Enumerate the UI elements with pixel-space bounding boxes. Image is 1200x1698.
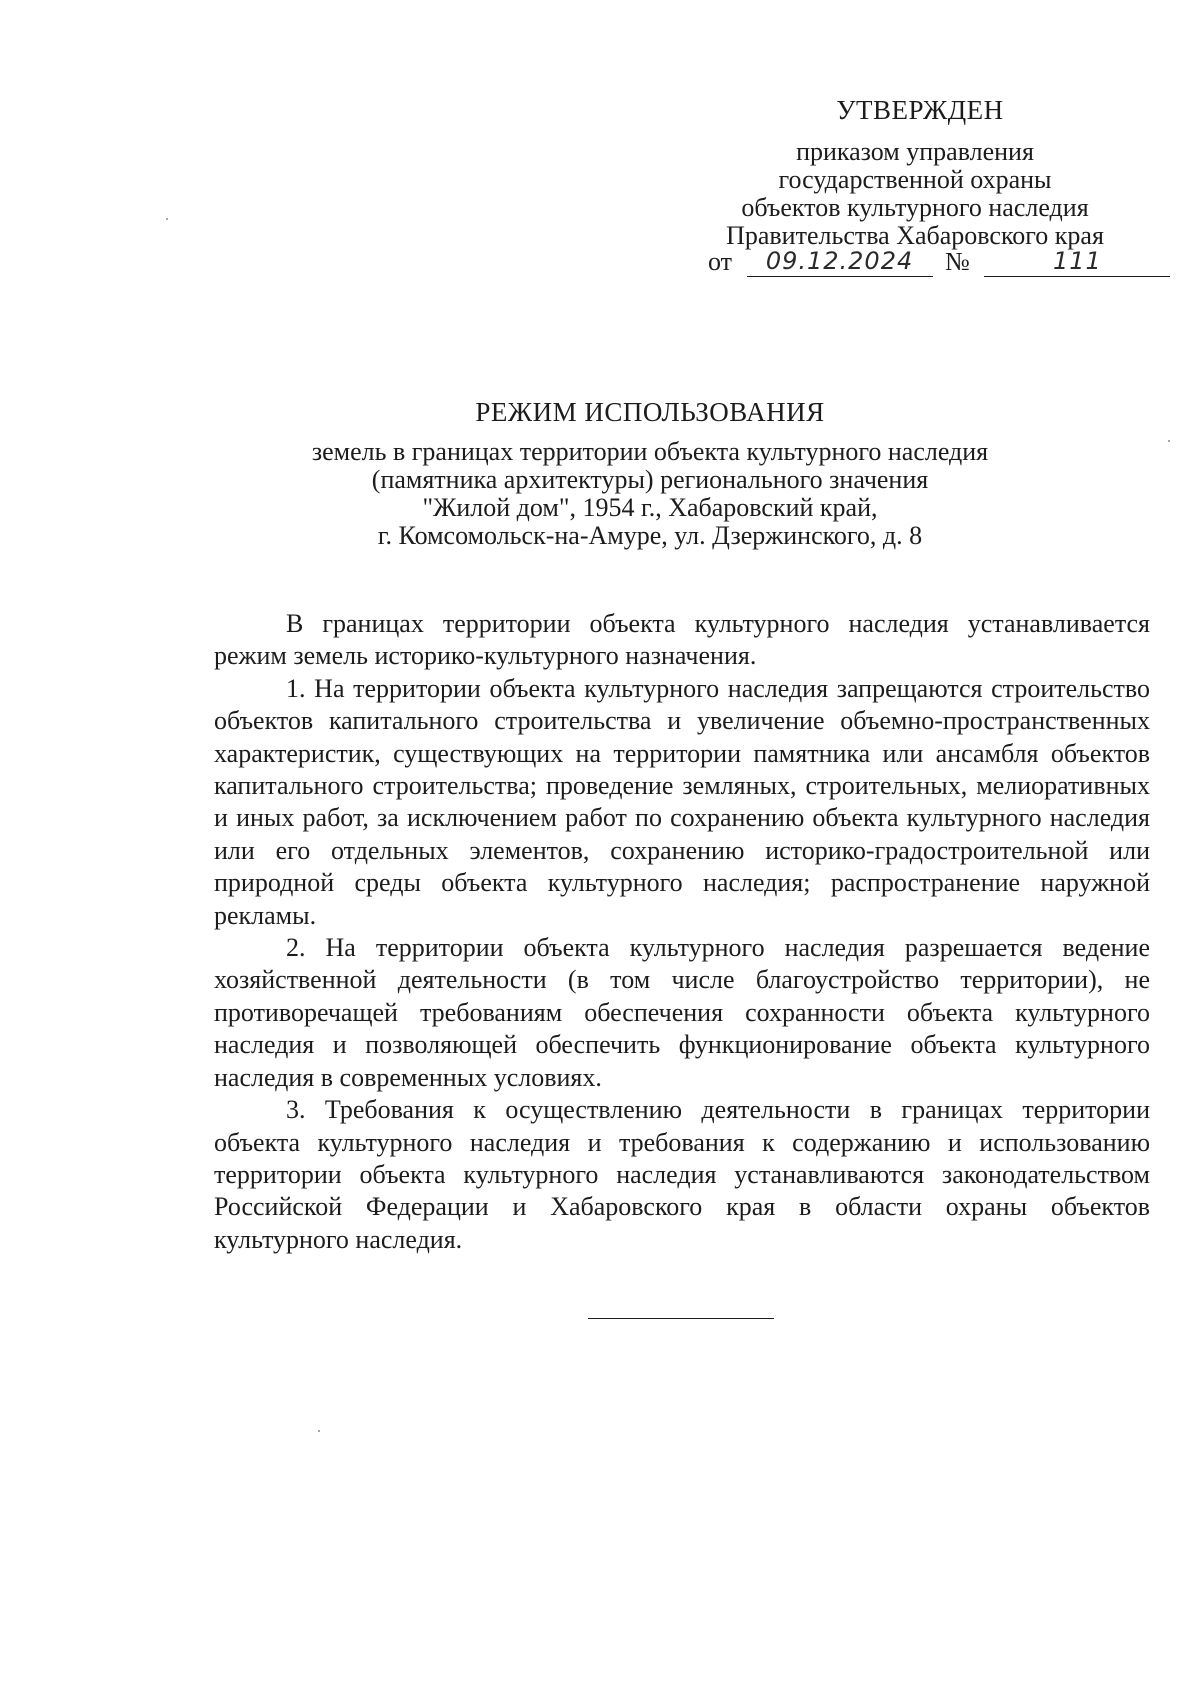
approval-line: объектов культурного наследия (741, 193, 1089, 222)
end-divider (588, 1318, 774, 1319)
approval-line: приказом управления (796, 137, 1034, 166)
approval-line: Правительства Хабаровского края (726, 221, 1104, 250)
scan-speck (166, 218, 168, 220)
approval-line: государственной охраны (778, 165, 1052, 194)
order-number-handwritten: 111 (984, 246, 1170, 277)
paragraph-1: 1. На территории объекта культурного наследия запрещаются строительство объектов капитального строительства и увеличение объемно-пространственных характеристик, существующих на территории памятника или ансамбля объектов капитального строительства; проведение земляных, строительных, мелиоративных и иных работ, за исключением работ по сохранению объекта культурного наследия или его отдельных элементов, сохранению историко-градостроительной или природной среды объекта культурного наследия; распространение наружной рекламы. (214, 673, 1150, 930)
approval-block (700, 96, 1130, 250)
title-line: "Жилой дом", 1954 г., Хабаровский край, (422, 493, 878, 522)
approval-heading: УТВЕРЖДЕН (836, 95, 1004, 125)
number-prefix: № (945, 247, 970, 276)
document-title: РЕЖИМ ИСПОЛЬЗОВАНИЯ (475, 397, 825, 427)
title-line: г. Комсомольск-на-Амуре, ул. Дзержинского, д. 8 (377, 521, 923, 550)
order-date-handwritten: 09.12.2024 (747, 246, 933, 277)
body-text (214, 608, 1150, 1256)
scan-speck (1168, 440, 1170, 442)
order-date-number-line (708, 246, 1170, 280)
paragraph-intro: В границах территории объекта культурного наследия устанавливается режим земель историко-культурного назначения. (214, 609, 1150, 671)
title-line: (памятника архитектуры) регионального значения (371, 465, 929, 494)
paragraph-3: 3. Требования к осуществлению деятельности в границах территории объекта культурного наследия и требования к содержанию и использованию территории объекта культурного наследия устанавливаются законодательством Российской Федерации и Хабаровского края в области охраны объектов культурного наследия. (214, 1095, 1150, 1254)
date-prefix: от (708, 247, 733, 276)
paragraph-2: 2. На территории объекта культурного наследия разрешается ведение хозяйственной деятельности (в том числе благоустройство территории), не противоречащей требованиям обеспечения сохранности объекта культурного наследия и позволяющей обеспечить функционирование объекта культурного наследия в современных условиях. (214, 933, 1150, 1092)
scan-speck (318, 1430, 320, 1432)
title-line: земель в границах территории объекта культурного наследия (311, 437, 989, 466)
title-block (290, 398, 1010, 550)
